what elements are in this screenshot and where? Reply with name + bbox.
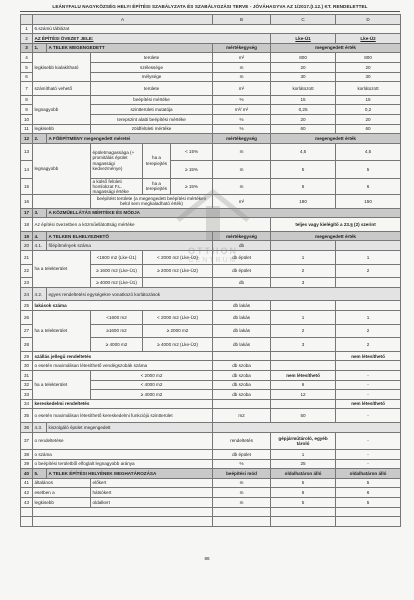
row-number: 41 <box>21 478 33 488</box>
value-c: 2 <box>271 324 336 338</box>
value-d: 0,2 <box>336 105 401 115</box>
unit-cell: db lakás <box>213 324 271 338</box>
row-number: 35 <box>21 409 33 423</box>
item-label: o esetén maximálisan létesíthető kereskedelmi funkciójú szintterület <box>33 409 213 423</box>
value-d: 15 <box>336 95 401 105</box>
empty-row <box>21 507 401 517</box>
value-d: 5 <box>336 161 401 178</box>
table-row <box>21 53 401 63</box>
row-number: 4 <box>21 53 33 63</box>
table-row <box>21 301 401 311</box>
row-number: 18 <box>21 218 33 232</box>
item-label: területe <box>91 82 213 96</box>
unit-cell: db szoba <box>213 361 271 371</box>
column-header-a: A <box>33 15 213 25</box>
subsection-number: 4.2. <box>33 287 47 301</box>
value-d: - <box>336 371 401 381</box>
page-number: 86 <box>204 556 210 561</box>
condition-label: ≥ 1600 m2 (Lke-Ü1) <box>91 264 143 278</box>
value-c: 6 <box>271 488 336 498</box>
condition-value: ≥ 15% <box>171 178 213 195</box>
item-label: o rendeltetése <box>33 432 213 449</box>
unit-header: mértékegység <box>213 134 271 144</box>
unit-cell: db épület <box>213 264 271 278</box>
value-c: 6 <box>271 380 336 390</box>
value-d: 6 <box>336 178 401 195</box>
unit-cell: m² <box>213 195 271 209</box>
row-number: 32 <box>21 380 33 390</box>
table-row <box>21 195 401 209</box>
unit-cell: m²/ m² <box>213 105 271 115</box>
value-d: - <box>336 409 401 423</box>
item-label: lakások száma <box>33 301 213 311</box>
value-d: 150 <box>336 195 401 209</box>
value-c: 1 <box>271 311 336 325</box>
row-number: 11 <box>21 124 33 134</box>
row-number: 37 <box>21 432 33 449</box>
table-row <box>21 497 401 507</box>
item-label: o beépítési területből elfoglalt legnagyobb aránya <box>33 459 213 469</box>
value-d: - <box>336 449 401 459</box>
item-label: épületmagassága (+ promitálás épület magassági kedvezménye) <box>91 143 143 178</box>
row-number: 31 <box>21 371 33 381</box>
zone-label: AZ ÉPÍTÉSI ÖVEZET JELE: <box>33 34 271 44</box>
row-number: 1 <box>21 24 33 34</box>
value-c <box>271 361 336 371</box>
watermark-line-1: OTTHON <box>188 246 238 256</box>
item-label: területe <box>91 53 213 63</box>
section-row <box>21 231 401 241</box>
table-row <box>21 124 401 134</box>
unit-cell: db szoba <box>213 390 271 400</box>
table-row <box>21 488 401 498</box>
unit-cell: db lakás <box>213 311 271 325</box>
section-title: A FŐÉPÍTMÉNY megengedett méretei <box>47 134 213 144</box>
unit-cell: db szoba <box>213 371 271 381</box>
value-d: nem létesíthető <box>336 399 401 409</box>
item-label: szélessége <box>91 62 213 72</box>
value-c: 30 <box>271 72 336 82</box>
value-c: 1 <box>271 251 336 265</box>
value-c: 60 <box>271 124 336 134</box>
row-number: 34 <box>21 399 33 409</box>
unit-cell: m² <box>213 53 271 63</box>
item-label: a külső felületi homlokzat F.L. magassági értéke <box>91 178 143 195</box>
subsection-title: főépítmények száma <box>47 241 213 251</box>
table-caption: 6.számú táblázat <box>33 24 401 34</box>
section-title: A TELEK MEGENGEDETT <box>47 43 213 53</box>
unit-cell: db épület <box>213 251 271 265</box>
value-d: 20 <box>336 62 401 72</box>
value-c: nem létesíthető <box>271 371 336 381</box>
table-row <box>21 251 401 265</box>
value-d: 1 <box>336 311 401 325</box>
unit-cell: m <box>213 478 271 488</box>
value-c: korlátozott <box>271 82 336 96</box>
unit-cell: db lakás <box>213 301 271 311</box>
group-label: legnagyobb <box>33 95 91 124</box>
value-d: 6 <box>336 488 401 498</box>
value-header: megengedett érték <box>271 231 401 241</box>
condition-value: < 2000 m2 (Lke-Ü2) <box>143 251 213 265</box>
row-number: 12 <box>21 134 33 144</box>
value-header: megengedett érték <box>271 43 401 53</box>
row-number: 39 <box>21 459 33 469</box>
unit-cell: m <box>213 72 271 82</box>
condition-value: ≥ 15% <box>171 161 213 178</box>
column-header-b: B <box>213 15 271 25</box>
row-number: 3 <box>21 43 33 53</box>
subsection-title: kiszolgáló épület megengedett <box>47 422 213 432</box>
item-label: o esetén maximálisan létesíthető vendégszobák száma <box>33 361 213 371</box>
table-row <box>21 311 401 325</box>
value-d: - <box>336 459 401 469</box>
item-label: hátsókert <box>91 488 213 498</box>
group-label: legkisebb <box>33 497 91 507</box>
value-d: korlátozott <box>336 82 401 96</box>
row-number: 7 <box>21 82 33 96</box>
row-number: 36 <box>21 422 33 432</box>
unit-cell: db <box>213 241 271 251</box>
row-number: 26 <box>21 311 33 325</box>
value-c: 12 <box>271 390 336 400</box>
subsection-row <box>21 422 401 432</box>
value-d: - <box>336 380 401 390</box>
item-label: kereskedelmi rendeltetés <box>33 399 213 409</box>
item-label: mélysége <box>91 72 213 82</box>
unit-cell: m <box>213 497 271 507</box>
row-number: 25 <box>21 301 33 311</box>
row-number: 16 <box>21 195 33 209</box>
unit-cell: m <box>213 161 271 178</box>
condition-label: ≥1600 m2 <box>91 324 143 338</box>
row-number: 40 <box>21 469 33 479</box>
value-d: 60 <box>336 124 401 134</box>
condition-label: ≥ 4000 m2 <box>91 338 143 352</box>
row-number: 13 <box>21 143 33 160</box>
value-c: 5 <box>271 497 336 507</box>
unit-header: beépítési mód <box>213 469 271 479</box>
value-c: 3 <box>271 338 336 352</box>
value-c <box>271 399 336 409</box>
row-number: 6 <box>21 72 33 82</box>
condition-label: ha a terepiejtés <box>143 178 171 195</box>
condition-value: < 15% <box>171 143 213 160</box>
unit-cell: m2 <box>213 409 271 423</box>
subsection-row <box>21 241 401 251</box>
row-number: 23 <box>21 278 33 288</box>
item-label: terepszint alatti beépítési mértéke <box>91 114 213 124</box>
row-number: 24 <box>21 287 33 301</box>
condition-label: ha a terepiejtés <box>143 143 171 178</box>
item-label: beépítési mértéke <box>91 95 213 105</box>
item-label: Az építési övezetben a közműellátottság mértéke <box>33 218 271 232</box>
item-label: szintterületi mutatója <box>91 105 213 115</box>
table-row <box>21 449 401 459</box>
item-label: o száma <box>33 449 213 459</box>
group-label: ha a telekterület <box>33 251 91 288</box>
table-row <box>21 361 401 371</box>
table-row <box>21 432 401 449</box>
column-header-row <box>21 15 401 25</box>
table-row <box>21 34 401 44</box>
section-title: A KÖZMŰELLÁTÁS MÉRTÉKE ÉS MÓDJA <box>47 208 401 218</box>
group-label: legkisebb kialakítható <box>33 53 91 82</box>
row-number: 42 <box>21 488 33 498</box>
section-number: 1. <box>33 43 47 53</box>
section-title: A TELEK ÉPÍTÉSI HELYÉNEK MEGHATÁROZÁSA <box>47 469 213 479</box>
value-c: 0,25 <box>271 105 336 115</box>
unit-cell: db épület <box>213 449 271 459</box>
group-label: általános <box>33 478 91 488</box>
section-number: 5. <box>33 469 47 479</box>
item-label: szállás jellegű rendeltetés <box>33 351 213 361</box>
group-label: számítható vehető <box>33 82 91 96</box>
row-number: 30 <box>21 361 33 371</box>
row-number: 2 <box>21 34 33 44</box>
value-c: 4,5 <box>271 143 336 160</box>
section-row <box>21 134 401 144</box>
row-number: 10 <box>21 114 33 124</box>
row-number: 43 <box>21 497 33 507</box>
condition-value: ≥ 2000 m2 (Lke-Ü2) <box>143 264 213 278</box>
value-c: oldalhatáron álló <box>271 469 336 479</box>
condition-label: <1600 m2 <box>91 311 143 325</box>
value-header: megengedett érték <box>271 134 401 144</box>
section-row <box>21 43 401 53</box>
table-row <box>21 143 401 160</box>
condition-label: <1600 m2 (Lke-Ü1) <box>91 251 143 265</box>
value-d: 30 <box>336 72 401 82</box>
condition-label: ≥ 4000 m2 (Lke-Ü1) <box>91 278 143 288</box>
value-d: - <box>336 390 401 400</box>
group-label: legnagyobb <box>33 143 91 194</box>
value-c: 20 <box>271 114 336 124</box>
value-c: 180 <box>271 195 336 209</box>
value-d: 1 <box>336 251 401 265</box>
value-c: 6 <box>271 178 336 195</box>
value-d: 2 <box>336 338 401 352</box>
value-c: 2 <box>271 264 336 278</box>
item-label: oldalkert <box>91 497 213 507</box>
item-label: zöldfelületi mértéke <box>91 124 213 134</box>
unit-cell: m <box>213 62 271 72</box>
value-d <box>336 361 401 371</box>
value-c: 25 <box>271 459 336 469</box>
condition-label: ≥ 4000 m2 <box>91 390 213 400</box>
row-number: 8 <box>21 95 33 105</box>
row-number: 27 <box>21 324 33 338</box>
table-row <box>21 95 401 105</box>
condition-value: ≥ 4000 m2 (Lke-Ü2) <box>143 338 213 352</box>
empty-row <box>21 517 401 527</box>
group-label: legkisebb <box>33 124 91 134</box>
row-number: 28 <box>21 338 33 352</box>
unit-cell: m² <box>213 82 271 96</box>
table-row <box>21 82 401 96</box>
value-c: 5 <box>271 478 336 488</box>
row-number: 14 <box>21 161 33 178</box>
row-number: 17 <box>21 208 33 218</box>
section-row <box>21 208 401 218</box>
row-number: 15 <box>21 178 33 195</box>
group-label: ha a telekterület <box>33 311 91 352</box>
unit-cell: % <box>213 114 271 124</box>
column-header-c: C <box>271 15 336 25</box>
row-number: 38 <box>21 449 33 459</box>
section-row <box>21 469 401 479</box>
subsection-row <box>21 287 401 301</box>
row-number: 21 <box>21 251 33 265</box>
zone-code-d: Lke-Ü2 <box>336 34 401 44</box>
section-number: 3. <box>33 208 47 218</box>
value-d <box>336 278 401 288</box>
condition-label: < 2000 m2 <box>91 371 213 381</box>
value-c: 3 <box>271 278 336 288</box>
subsection-number: 4.3. <box>33 422 47 432</box>
table-row <box>21 399 401 409</box>
unit-cell: db lakás <box>213 338 271 352</box>
subsection-number: 4.1. <box>33 241 47 251</box>
row-number: 20 <box>21 241 33 251</box>
row-number: 19 <box>21 231 33 241</box>
row-number: 22 <box>21 264 33 278</box>
document-title: LEÁNYFALU NAGYKÖZSÉG HELYI ÉPÍTÉSI SZABÁLYZATA ÉS SZABÁLYOZÁSI TERVE - JÓVÁHAGYVA AZ 1/2017.(I.12.) KT. RENDELETTEL <box>52 4 368 9</box>
value-d: 4,5 <box>336 143 401 160</box>
value-d: nem létesíthető <box>336 351 401 361</box>
unit-cell: m <box>213 143 271 160</box>
value-c: gépjárműtároló, egyéb tároló <box>271 432 336 449</box>
title-rule <box>20 11 400 12</box>
unit-cell: rendeltetés <box>213 432 271 449</box>
item-label: beépítést területe (a megengedett beépítési mértéken belül sem megkaladható érték) <box>91 195 213 209</box>
condition-value: ≥ 2000 m2 <box>143 324 213 338</box>
value-c: 1 <box>271 449 336 459</box>
unit-header: mértékegység <box>213 43 271 53</box>
row-number: 5 <box>21 62 33 72</box>
value-c: 5 <box>271 161 336 178</box>
column-header-d: D <box>336 15 401 25</box>
value-d: oldalhatáron álló <box>336 469 401 479</box>
value-c: 50 <box>271 409 336 423</box>
condition-label: < 4000 m2 <box>91 380 213 390</box>
value-cd: teljes vagy kielégítő a 23.§ (2) szerint <box>271 218 401 232</box>
group-label: ha a telekterület <box>33 371 91 400</box>
section-number: 4. <box>33 231 47 241</box>
row-number: 33 <box>21 390 33 400</box>
section-title: A TELKEN ELHELYEZHETŐ <box>47 231 213 241</box>
unit-cell: db <box>213 278 271 288</box>
table-row <box>21 218 401 232</box>
table-row <box>21 351 401 361</box>
group-label: esetben a <box>33 488 91 498</box>
table-row <box>21 409 401 423</box>
item-label: előkert <box>91 478 213 488</box>
value-d: - <box>336 432 401 449</box>
row-number: 29 <box>21 351 33 361</box>
unit-cell: m <box>213 488 271 498</box>
table-row <box>21 459 401 469</box>
value-d: 5 <box>336 478 401 488</box>
value-d: 2 <box>336 324 401 338</box>
unit-cell: % <box>213 459 271 469</box>
value-d: 5 <box>336 497 401 507</box>
value-d: 800 <box>336 53 401 63</box>
watermark-line-2: CENTRUM <box>188 257 238 264</box>
subsection-title: egyes rendeltetési egységekre vonatkozó korlátozások <box>47 287 213 301</box>
unit-header: mértékegység <box>213 231 271 241</box>
table-row <box>21 371 401 381</box>
section-number: 2. <box>33 134 47 144</box>
value-d: 2 <box>336 264 401 278</box>
unit-cell: % <box>213 124 271 134</box>
value-c: 20 <box>271 62 336 72</box>
zone-code-c: Lke-Ü1 <box>271 34 336 44</box>
unit-cell: m <box>213 178 271 195</box>
table-row <box>21 24 401 34</box>
value-c: 800 <box>271 53 336 63</box>
value-d: 20 <box>336 114 401 124</box>
unit-cell: db szoba <box>213 380 271 390</box>
unit-cell: % <box>213 95 271 105</box>
regulation-table <box>20 14 401 527</box>
value-c: 15 <box>271 95 336 105</box>
condition-value: < 2000 m2 (Lke-Ü2) <box>143 311 213 325</box>
table-row <box>21 478 401 488</box>
row-number: 9 <box>21 105 33 115</box>
